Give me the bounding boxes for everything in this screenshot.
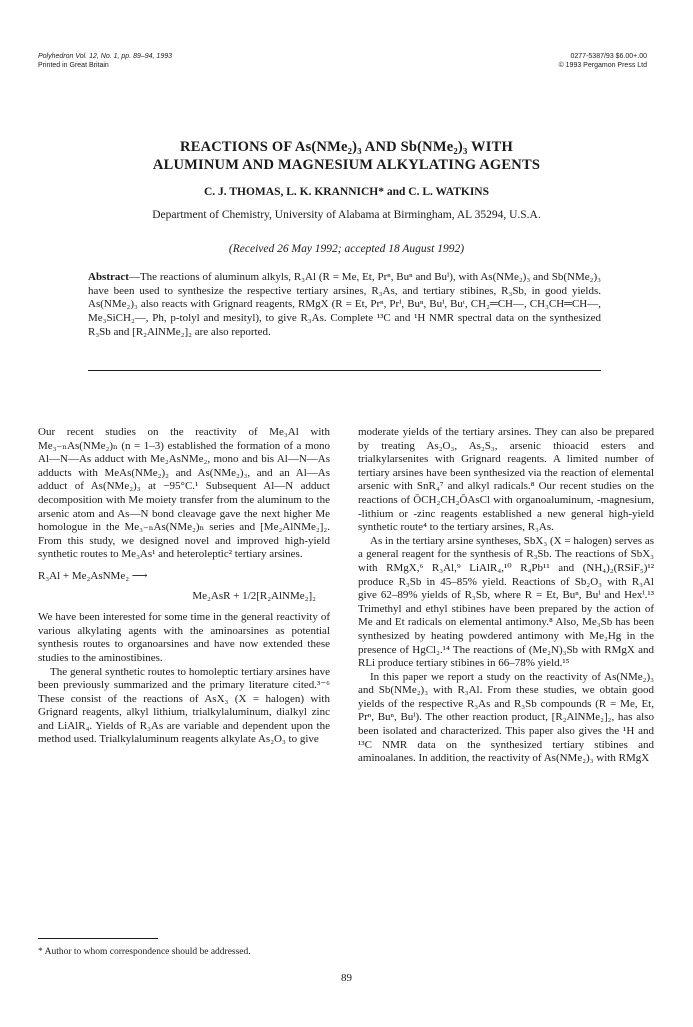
abstract-label: Abstract xyxy=(88,271,129,283)
journal-citation xyxy=(38,52,172,70)
right-paragraph-1: moderate yields of the tertiary arsines. They can also be prepared by treating As₂O₃, As₂S₃, arsenic thioacid esters and trialkylarsenites with Grignard reagents. A limited number of tertiary arsines have been synthesized via the reaction of elemental arsenic with SnR₄⁷ and alkyl radicals.⁸ Our recent studies on the reactions of ŌCH₂CH₂ŌAsCl with organoaluminum, -magnesium, -lithium or -zinc reagents established a new general high-yield synthetic route⁴ to the tertiary arsines, R₃As. xyxy=(358,426,654,534)
authors: C. J. THOMAS, L. K. KRANNICH* and C. L. WATKINS xyxy=(204,186,489,198)
equation-line-1: R₃Al + Me₂AsNMe₂ ⟶ xyxy=(38,569,148,582)
intro-paragraph-1: Our recent studies on the reactivity of Me₃Al with Me₃₋ₙAs(NMe₂)ₙ (n = 1–3) established the formation of a mono Al—N—As adduct with Me₂AsNMe₂, mono and bis Al—N—As adducts with MeAs(NMe₂)₂ and As(NMe₂)₃, and an Al—As adduct of As(NMe₂)₃ at −95°C.¹ Subsequent Al—N adduct decomposition with Me moiety transfer from the aluminum to the arsenic atom and As—N bond cleavage gave the next higher Me homologue in the Me₃₋ₙAs(NMe₂)ₙ series and [Me₂AlNMe₂]₂. From this study, we designed novel and improved high-yield synthetic routes to Me₃As¹ and heteroleptic² tertiary arsines. xyxy=(38,426,330,561)
copyright-line: © 1993 Pergamon Press Ltd xyxy=(558,62,647,69)
intro-paragraph-2: We have been interested for some time in the general reactivity of various alkylating agents with the aminoarsines as potential synthesis routes to organoarsines and have now extended these studies to the aminostibines. xyxy=(38,611,330,664)
paper-title xyxy=(0,138,693,174)
right-column xyxy=(358,426,654,766)
right-paragraph-2: As in the tertiary arsine syntheses, SbX₃ (X = halogen) serves as a general reagent for the synthesis of R₃Sb. The reactions of SbX₃ with RMgX,⁶ R₃Al,⁹ LiAlR₄,¹⁰ R₄Pb¹¹ and (NH₄)₂(RSiF₅)¹² produce R₃Sb in 45–85% yield. Reactions of Sb₂O₃ with R₃Al give 62–89% yields of R₃Sb, where R = Et, Buⁿ, Buⁱ and Hexⁱ.¹³ Trimethyl and ethyl stibines have been prepared by the action of Me and Et radicals on elemental antimony.⁸ Also, Me₃Sb has been synthesized by heating powdered antimony with Me₂Hg in the presence of HgCl₂.¹⁴ The reactions of (Me₂N)₃Sb with RMgX and RLi produce tertiary stibines in 66–78% yield.¹⁵ xyxy=(358,534,654,670)
right-paragraph-3: In this paper we report a study on the reactivity of As(NMe₂)₃ and Sb(NMe₂)₃ with R₃Al. From these studies, we obtain good yields of the respective R₃As and R₃Sb compounds (R = Me, Et, Prⁿ, Buⁿ, Buⁱ). The other reaction product, [R₂AlNMe₂]₂, has also been isolated and characterized. This paper also gives the ¹H and ¹³C NMR data on the synthesized tertiary stibines and aminoalanes. In addition, the reactivity of As(NMe₂)₃ with RMgX xyxy=(358,670,654,765)
equation-line-2: Me₂AsR + 1/2[R₂AlNMe₂]₂ xyxy=(192,589,316,602)
abstract xyxy=(88,271,601,340)
issn-line: 0277-5387/93 $6.00+.00 xyxy=(570,53,647,60)
intro-paragraph-3: The general synthetic routes to homoleptic tertiary arsines have been previously summarized and the primary literature cited.³⁻⁶ These consist of the reactions of AsX₃ (X = halogen) with Grignard reagents, alkyl lithium, trialkylaluminum, dialkyl zinc and LiAlR₄. Yields of R₃As are variable and dependent upon the method used. Trialkylaluminum reagents alkylate As₂O₃ to give xyxy=(38,665,330,746)
copyright-block xyxy=(559,52,647,70)
affiliation: Department of Chemistry, University of Alabama at Birmingham, AL 35294, U.S.A. xyxy=(152,209,541,221)
printed-line: Printed in Great Britain xyxy=(38,62,109,69)
left-column xyxy=(38,426,330,747)
footnote: * Author to whom correspondence should be addressed. xyxy=(38,947,251,957)
page-number: 89 xyxy=(341,972,352,984)
title-line-2: ALUMINUM AND MAGNESIUM ALKYLATING AGENTS xyxy=(152,157,541,173)
abstract-text: —The reactions of aluminum alkyls, R₃Al (R = Me, Et, Prⁿ, Buⁿ and Buⁱ), with As(NMe₂)₃ and Sb(NMe₂)₃ have been used to synthesize the respective tertiary arsines, R₃As, and tertiary stibines, R₃Sb, in good yields. As(NMe₂)₃ also reacts with Grignard reagents, RMgX (R = Et, Prⁿ, Prⁱ, Buⁿ, Buⁱ, Buᵗ, CH₂═CH—, CH₃CH═CH—, Me₃SiCH₂—, Ph, p-tolyl and mesityl), to give R₃As. Complete ¹³C and ¹H NMR spectral data on the synthesized R₃Sb and [R₂AlNMe₂]₂ are also reported. xyxy=(88,271,601,338)
abstract-divider xyxy=(88,370,601,371)
received-dates: (Received 26 May 1992; accepted 18 August 1992) xyxy=(228,243,465,255)
footnote-divider xyxy=(38,938,158,939)
journal-line: Polyhedron Vol. 12, No. 1, pp. 89–94, 1993 xyxy=(38,53,173,60)
title-line-1: REACTIONS OF As(NMe₂)₃ AND Sb(NMe₂)₃ WITH xyxy=(180,139,513,155)
